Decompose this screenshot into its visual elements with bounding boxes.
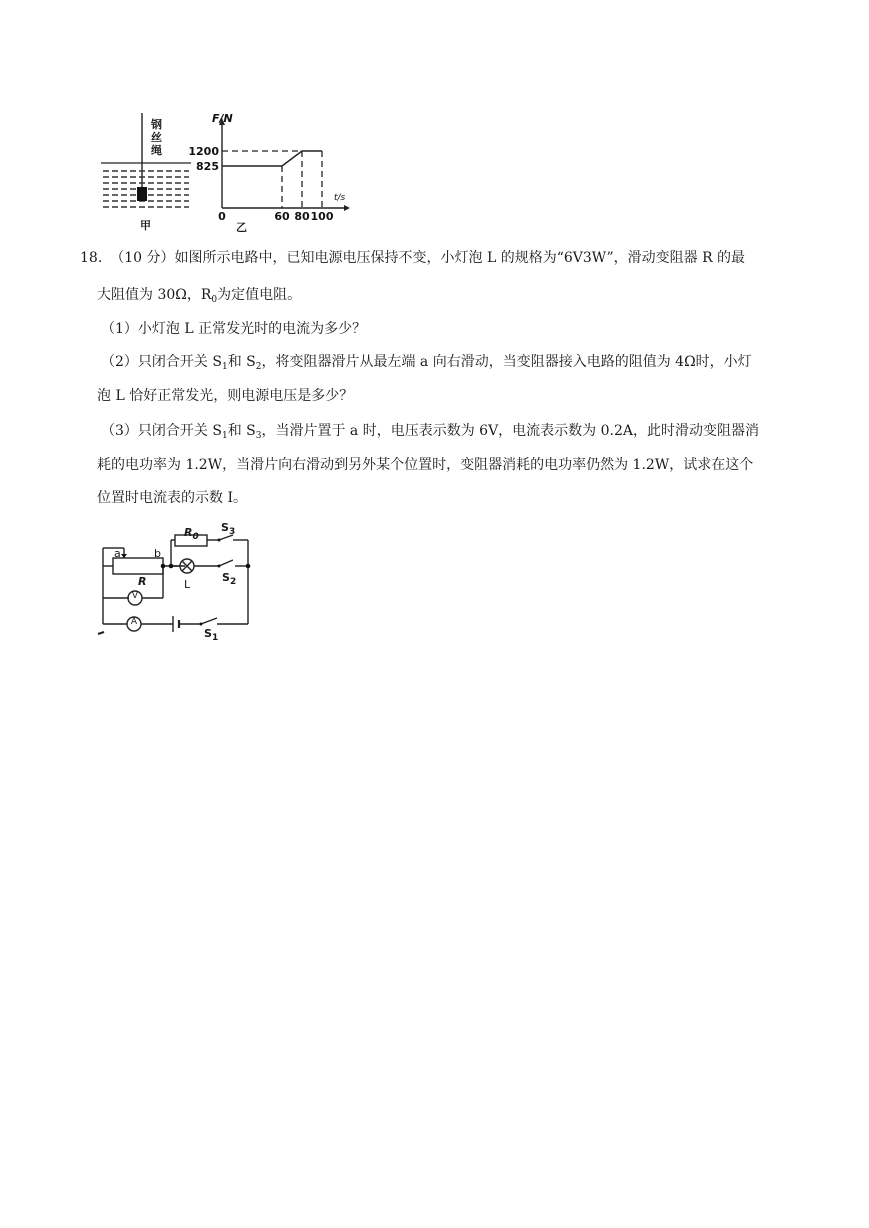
r0-label: $R_0$ [184, 526, 199, 542]
caption-yi: 乙 [236, 221, 247, 234]
sub-question-2-line1: （2）只闭合开关 $S_1$和 $S_2$，将变阻器滑片从最左端 a 向右滑动，当变阻器接入电路的阻值为 4Ω时，小灯 [101, 354, 752, 372]
s2-label: $S_2$ [222, 571, 237, 587]
question-score: （10 分） [110, 250, 175, 266]
caption-jia: 甲 [140, 219, 151, 232]
x-axis-arrow [344, 205, 350, 211]
sub-question-3-line1: （3）只闭合开关 $S_1$和 $S_3$，当滑片置于 a 时，电压表示数为 6V，电流表示数为 0.2A，此时滑动变阻器消 [101, 423, 760, 441]
question-stem-line1: 如图所示电路中，已知电源电压保持不变，小灯泡 L 的规格为“6V3W”，滑动变阻器 R 的最 [174, 250, 746, 266]
switch-s1 [201, 618, 217, 624]
sub-question-1: （1）小灯泡 L 正常发光时的电流为多少？ [101, 321, 367, 337]
rheostat-r [113, 558, 163, 574]
y-axis-label: F/N [212, 112, 233, 125]
switch-s2 [219, 560, 233, 566]
rope-label: 钢丝绳 [151, 118, 162, 157]
lamp-label: L [184, 578, 191, 591]
x-axis-label: t/s [334, 193, 346, 203]
question-18-line1 [80, 248, 745, 268]
terminal-b-label: b [154, 547, 161, 560]
x-tick-label: 0 [218, 210, 226, 223]
sub-question-2-line2: 泡 L 恰好正常发光，则电源电压是多少？ [97, 388, 354, 404]
s3-label: $S_3$ [221, 521, 236, 537]
sub-question-3-line2: 耗的电功率为 1.2W，当滑片向右滑动到另外某个位置时，变阻器消耗的电功率仍然为 1.2W，试求在这个 [97, 457, 754, 473]
x-tick-label: 60 [274, 210, 290, 223]
terminal-a-label: a [114, 547, 121, 560]
force-line [222, 151, 322, 166]
sub-question-3-line3: 位置时电流表的示数 I。 [97, 490, 247, 506]
y-tick-label: 1200 [188, 145, 219, 158]
voltmeter-label: V [131, 591, 139, 601]
rheostat-label: R [138, 575, 147, 588]
x-tick-label: 80 [294, 210, 310, 223]
s1-label: $S_1$ [204, 627, 219, 643]
y-tick-label: 825 [196, 160, 219, 173]
question-18-line2: 大阻值为 30Ω，$R_0$为定值电阻。 [97, 287, 302, 305]
ammeter-label: A [130, 617, 138, 627]
submerged-object [137, 187, 147, 201]
question-number: 18. [80, 250, 103, 266]
x-tick-label: 100 [310, 210, 334, 223]
force-time-chart [182, 108, 352, 223]
